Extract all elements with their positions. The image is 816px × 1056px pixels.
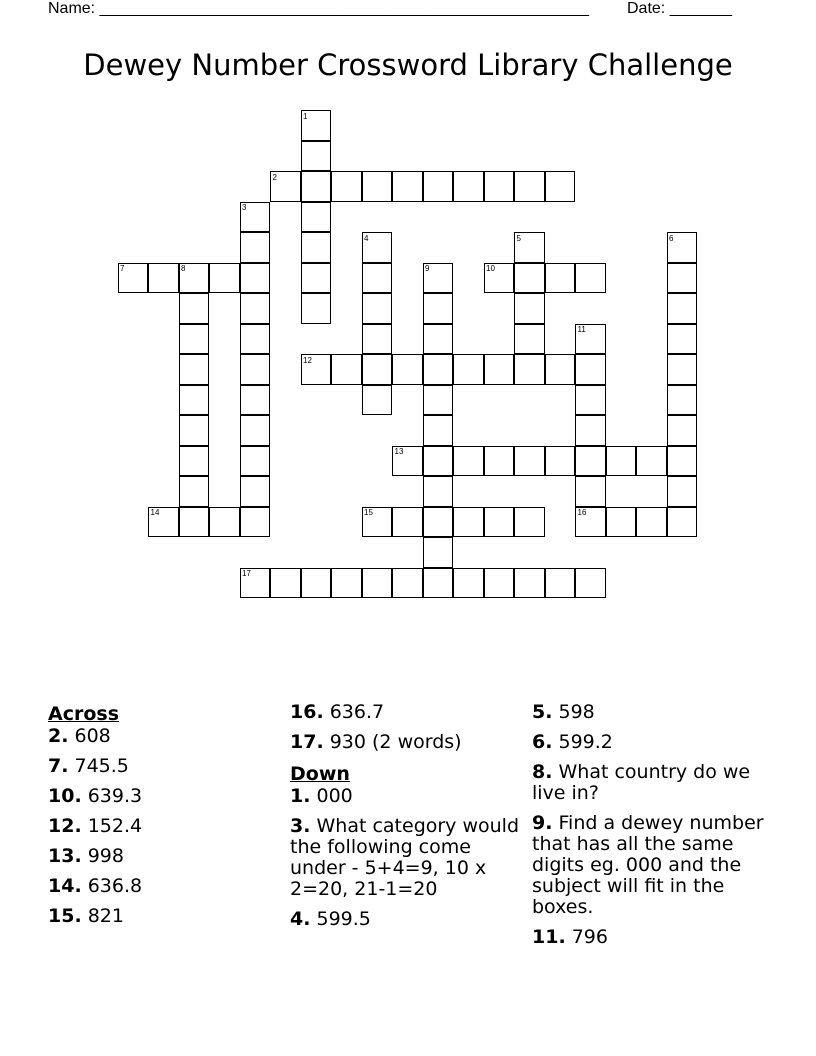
grid-cell[interactable]	[240, 385, 271, 416]
clues-column-3	[532, 702, 772, 957]
clue-down-4: 4. 599.5	[290, 908, 371, 930]
clue-across-13: 13. 998	[48, 845, 124, 867]
clue-down-3: 3. What category would the following come under - 5+4=9, 10 x 2=20, 21-1=20	[290, 815, 520, 900]
grid-cell[interactable]	[270, 568, 301, 599]
clue-down-1: 1. 000	[290, 785, 353, 807]
grid-cell[interactable]	[423, 507, 454, 538]
grid-cell[interactable]	[301, 568, 332, 599]
clue-across-2: 2. 608	[48, 725, 111, 747]
grid-cell[interactable]	[148, 263, 179, 294]
grid-cell[interactable]	[301, 263, 332, 294]
grid-cell[interactable]	[423, 354, 454, 385]
across-heading: Across	[48, 703, 120, 725]
clue-number-label: 11	[577, 325, 586, 334]
grid-cell[interactable]	[667, 385, 698, 416]
clue-number-label: 15	[364, 508, 373, 517]
clue-number-label: 6	[669, 233, 674, 243]
clue-number-label: 5	[516, 233, 521, 243]
grid-cell[interactable]	[667, 324, 698, 355]
grid-cell[interactable]	[514, 263, 545, 294]
grid-cell[interactable]	[362, 293, 393, 324]
grid-cell[interactable]	[453, 171, 484, 202]
grid-cell[interactable]	[575, 263, 606, 294]
clues-column-2	[290, 702, 520, 939]
grid-cell[interactable]	[453, 568, 484, 599]
grid-cell[interactable]	[636, 507, 667, 538]
grid-cell[interactable]	[545, 568, 576, 599]
grid-cell[interactable]	[423, 568, 454, 599]
grid-cell[interactable]	[667, 415, 698, 446]
grid-cell[interactable]	[179, 354, 210, 385]
grid-cell[interactable]	[606, 446, 637, 477]
grid-cell[interactable]	[301, 232, 332, 263]
grid-cell[interactable]	[514, 446, 545, 477]
clue-across-7: 7. 745.5	[48, 755, 129, 777]
grid-cell[interactable]	[240, 415, 271, 446]
grid-cell[interactable]	[453, 354, 484, 385]
name-line: Name: _______________________________________________________	[48, 0, 589, 17]
grid-cell[interactable]	[301, 293, 332, 324]
grid-cell[interactable]	[423, 446, 454, 477]
clue-number-label: 1	[303, 111, 308, 121]
clue-number-label: 3	[242, 203, 247, 212]
clue-number-label: 13	[394, 447, 404, 456]
grid-cell[interactable]	[667, 446, 698, 477]
clue-number-label: 10	[486, 264, 495, 273]
grid-cell[interactable]	[423, 293, 454, 324]
page-title: Dewey Number Crossword Library Challenge	[83, 48, 733, 82]
grid-cell[interactable]	[667, 263, 698, 294]
grid-cell[interactable]	[392, 507, 423, 538]
grid-cell[interactable]	[545, 446, 576, 477]
grid-cell[interactable]	[514, 293, 545, 324]
grid-cell[interactable]	[484, 446, 515, 477]
grid-cell[interactable]	[667, 476, 698, 507]
grid-cell[interactable]	[392, 568, 423, 599]
clue-number-label: 2	[272, 172, 277, 182]
grid-cell[interactable]	[484, 568, 515, 599]
grid-cell[interactable]	[240, 232, 271, 263]
grid-cell[interactable]	[362, 385, 393, 416]
grid-cell[interactable]	[575, 446, 606, 477]
grid-cell[interactable]	[301, 202, 332, 233]
grid-cell[interactable]	[545, 171, 576, 202]
grid-cell[interactable]	[179, 324, 210, 355]
grid-cell[interactable]	[575, 476, 606, 507]
date-line: Date: _______	[627, 0, 732, 17]
grid-cell[interactable]	[362, 324, 393, 355]
grid-cell[interactable]	[484, 171, 515, 202]
grid-cell[interactable]	[209, 263, 240, 294]
grid-cell[interactable]	[240, 354, 271, 385]
grid-cell[interactable]	[240, 324, 271, 355]
grid-cell[interactable]	[606, 507, 637, 538]
grid-cell[interactable]	[240, 263, 271, 294]
grid-cell[interactable]	[301, 141, 332, 172]
clue-number-label: 16	[577, 508, 587, 517]
clue-across-10: 10. 639.3	[48, 785, 143, 807]
grid-cell[interactable]	[514, 171, 545, 202]
clue-across-15: 15. 821	[48, 905, 124, 927]
grid-cell[interactable]	[575, 415, 606, 446]
grid-cell[interactable]	[423, 324, 454, 355]
grid-cell[interactable]	[453, 446, 484, 477]
clue-across-12: 12. 152.4	[48, 815, 143, 837]
grid-cell[interactable]	[331, 568, 362, 599]
grid-cell[interactable]	[514, 568, 545, 599]
clue-down-11: 11. 796	[532, 926, 608, 948]
grid-cell[interactable]	[179, 415, 210, 446]
grid-cell[interactable]	[301, 171, 332, 202]
clue-across-17: 17. 930 (2 words)	[290, 731, 462, 753]
grid-cell[interactable]	[362, 568, 393, 599]
grid-cell[interactable]	[575, 568, 606, 599]
grid-cell[interactable]	[240, 507, 271, 538]
clue-number-label: 8	[181, 264, 186, 273]
clue-number-label: 17	[242, 569, 251, 578]
grid-cell[interactable]	[240, 293, 271, 324]
grid-cell[interactable]	[209, 507, 240, 538]
clue-across-14: 14. 636.8	[48, 875, 143, 897]
grid-cell[interactable]	[484, 507, 515, 538]
down-heading: Down	[290, 763, 350, 785]
grid-cell[interactable]	[514, 324, 545, 355]
clue-number-label: 14	[150, 508, 160, 517]
grid-cell[interactable]	[575, 354, 606, 385]
grid-cell[interactable]	[575, 385, 606, 416]
grid-cell[interactable]	[392, 171, 423, 202]
grid-cell[interactable]	[179, 507, 210, 538]
clue-across-16: 16. 636.7	[290, 701, 385, 723]
clue-number-label: 4	[364, 233, 369, 243]
clue-down-6: 6. 599.2	[532, 731, 613, 753]
grid-cell[interactable]	[423, 415, 454, 446]
clue-number-label: 12	[303, 355, 312, 365]
grid-cell[interactable]	[545, 354, 576, 385]
grid-cell[interactable]	[179, 476, 210, 507]
clue-down-9: 9. Find a dewey number that has all the same digits eg. 000 and the subject will fit in the boxes.	[532, 812, 764, 918]
grid-cell[interactable]	[179, 385, 210, 416]
grid-cell[interactable]	[179, 446, 210, 477]
grid-cell[interactable]	[667, 293, 698, 324]
clue-down-5: 5. 598	[532, 701, 595, 723]
grid-cell[interactable]	[423, 476, 454, 507]
clue-down-8: 8. What country do we live in?	[532, 761, 751, 804]
grid-cell[interactable]	[484, 354, 515, 385]
grid-cell[interactable]	[392, 354, 423, 385]
grid-cell[interactable]	[514, 507, 545, 538]
grid-cell[interactable]	[240, 446, 271, 477]
grid-cell[interactable]	[362, 171, 393, 202]
grid-cell[interactable]	[667, 354, 698, 385]
grid-cell[interactable]	[636, 446, 667, 477]
clue-number-label: 7	[120, 264, 125, 273]
grid-cell[interactable]	[240, 476, 271, 507]
grid-cell[interactable]	[423, 385, 454, 416]
grid-cell[interactable]	[423, 537, 454, 568]
clues-column-1	[48, 702, 278, 936]
grid-cell[interactable]	[545, 263, 576, 294]
grid-cell[interactable]	[423, 171, 454, 202]
grid-cell[interactable]	[331, 171, 362, 202]
grid-cell[interactable]	[514, 354, 545, 385]
grid-cell[interactable]	[331, 354, 362, 385]
grid-cell[interactable]	[362, 354, 393, 385]
grid-cell[interactable]	[179, 293, 210, 324]
grid-cell[interactable]	[453, 507, 484, 538]
clue-number-label: 9	[425, 264, 430, 273]
grid-cell[interactable]	[362, 263, 393, 294]
grid-cell[interactable]	[667, 507, 698, 538]
